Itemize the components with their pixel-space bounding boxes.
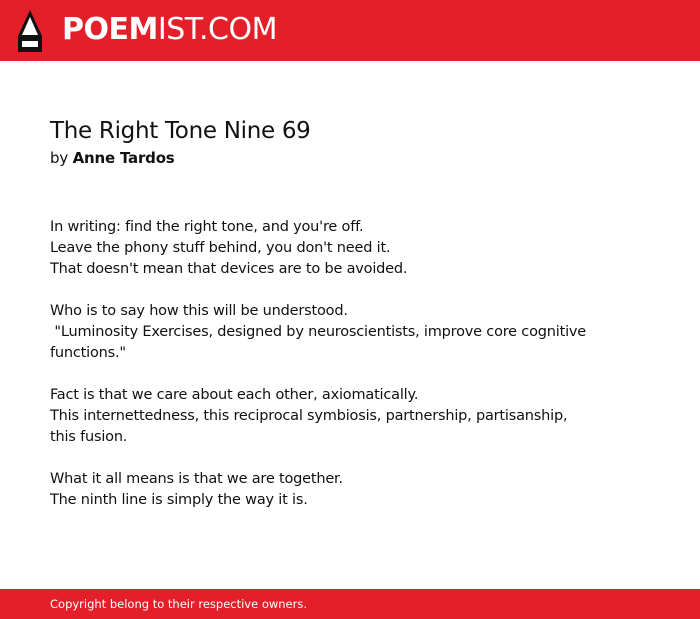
poem-line: The ninth line is simply the way it is. <box>50 492 308 508</box>
poem-line: Leave the phony stuff behind, you don't need it. <box>50 240 391 256</box>
poem-line: this fusion. <box>50 429 128 445</box>
stanza <box>50 469 610 511</box>
poem-line: functions." <box>50 345 126 361</box>
logo-text-light: IST.COM <box>157 12 277 47</box>
poem-body <box>50 217 610 511</box>
poem-content <box>50 116 610 532</box>
site-logo-link[interactable] <box>62 12 277 48</box>
pencil-tip-icon[interactable] <box>18 10 42 52</box>
poem-line: "Luminosity Exercises, designed by neuroscientists, improve core cognitive <box>50 324 586 340</box>
by-label: by <box>50 149 68 167</box>
poem-line: Fact is that we care about each other, axiomatically. <box>50 387 419 403</box>
stanza <box>50 301 610 364</box>
copyright-text: Copyright belong to their respective owners. <box>50 597 308 611</box>
poem-title: The Right Tone Nine 69 <box>50 118 311 144</box>
site-header <box>0 0 700 61</box>
poem-line: Who is to say how this will be understood. <box>50 303 348 319</box>
logo-text-strong: POEM <box>62 12 158 47</box>
stanza <box>50 217 610 280</box>
site-footer <box>0 589 700 619</box>
poem-byline <box>50 147 610 169</box>
poem-line: In writing: find the right tone, and you're off. <box>50 219 364 235</box>
author-link[interactable]: Anne Tardos <box>72 149 175 167</box>
stanza <box>50 385 610 448</box>
poem-line: That doesn't mean that devices are to be avoided. <box>50 261 408 277</box>
poem-line: What it all means is that we are together. <box>50 471 343 487</box>
poem-line: This internettedness, this reciprocal symbiosis, partnership, partisanship, <box>50 408 568 424</box>
